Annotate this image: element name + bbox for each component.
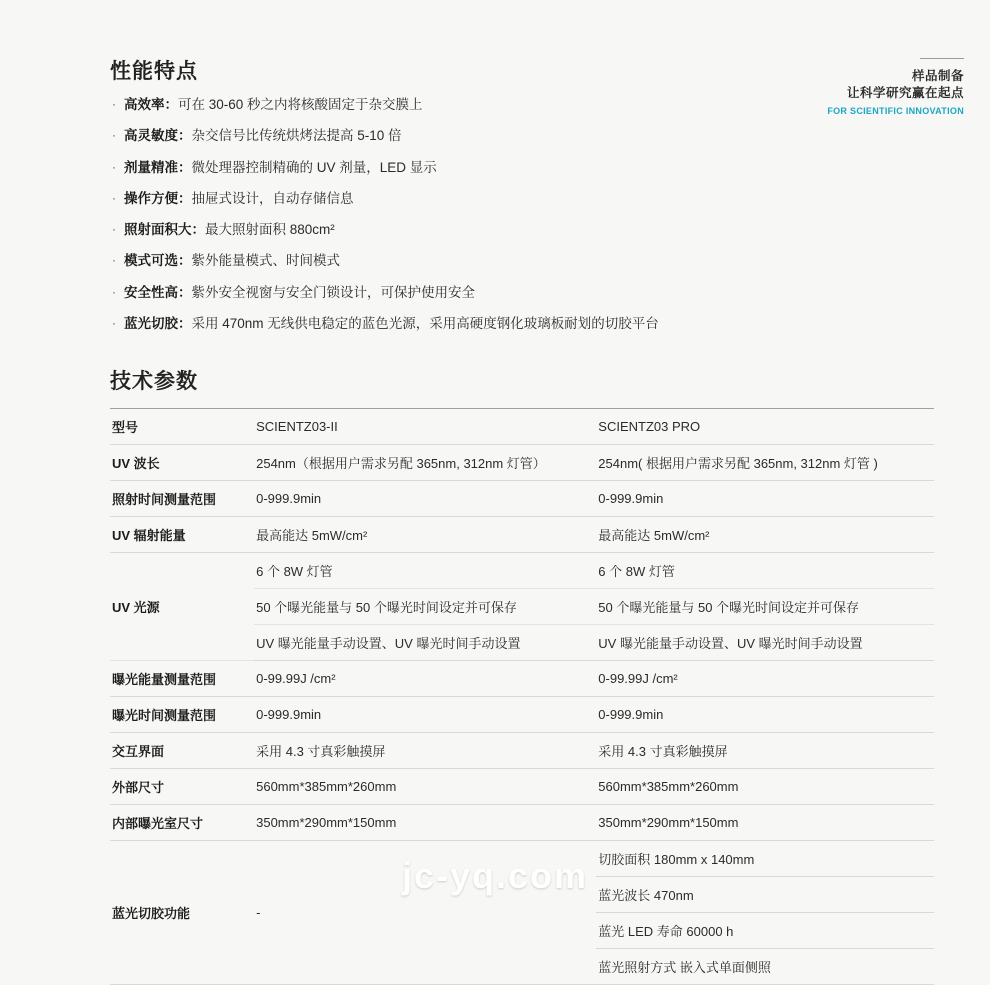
spec-value-a: 254nm（根据用户需求另配 365nm, 312nm 灯管） — [256, 456, 546, 471]
spec-value-b: 6 个 8W 灯管 — [596, 553, 934, 589]
feature-body: 杂交信号比传统烘烤法提高 5-10 倍 — [191, 128, 402, 144]
brand-divider — [920, 58, 964, 59]
spec-label: 交互界面 — [112, 744, 165, 759]
list-item — [112, 314, 932, 334]
list-item — [112, 220, 932, 240]
bullet-icon: · — [112, 253, 116, 268]
table-row — [110, 481, 934, 517]
feature-label: 蓝光切胶： — [124, 315, 192, 331]
feature-text — [124, 251, 932, 271]
table-row — [110, 805, 934, 841]
spec-label: 曝光能量测量范围 — [112, 672, 217, 687]
spec-label: 曝光时间测量范围 — [112, 708, 217, 723]
feature-text — [124, 314, 932, 334]
table-row — [110, 517, 934, 553]
table-row — [110, 733, 934, 769]
feature-label: 剂量精准： — [124, 159, 192, 175]
features-heading: 性能特点 — [110, 60, 198, 83]
spec-value-b: UV 曝光能量手动设置、UV 曝光时间手动设置 — [598, 636, 863, 651]
table-row — [110, 661, 934, 697]
table-row — [110, 769, 934, 805]
spec-label: UV 波长 — [112, 456, 160, 471]
features-list — [112, 95, 932, 345]
bullet-icon: · — [112, 222, 116, 236]
feature-body: 抽屉式设计，自动存储信息 — [191, 190, 354, 206]
watermark: jc-yq.com — [401, 855, 589, 896]
spec-value-b: 蓝光照射方式 嵌入式单面侧照 — [598, 960, 771, 975]
list-item — [112, 251, 932, 271]
brand-tagline: FOR SCIENTIFIC INNOVATION — [827, 105, 964, 116]
spec-label: 外部尺寸 — [112, 780, 165, 795]
bullet-icon: · — [112, 97, 116, 111]
feature-text — [124, 220, 932, 240]
feature-text — [124, 95, 932, 115]
feature-label: 高灵敏度： — [124, 128, 192, 144]
spec-value-a: 0-999.9min — [256, 491, 322, 506]
list-item — [112, 283, 932, 303]
feature-body: 可在 30-60 秒之内将核酸固定于杂交膜上 — [178, 97, 423, 112]
spec-value-a: 6 个 8W 灯管 — [254, 553, 596, 589]
table-row — [110, 445, 934, 481]
spec-value-b: 蓝光 LED 寿命 60000 h — [598, 924, 734, 939]
spec-value-b: 0-99.99J /cm² — [598, 671, 678, 686]
spec-value-a: 最高能达 5mW/cm² — [256, 528, 368, 543]
feature-text — [124, 126, 932, 146]
bullet-icon: · — [112, 128, 116, 143]
spec-value-a: 0-99.99J /cm² — [256, 671, 336, 686]
table-row — [110, 553, 934, 589]
spec-col-model: 型号 — [112, 420, 139, 435]
spec-value-a: 采用 4.3 寸真彩触摸屏 — [256, 744, 386, 759]
brand-line-1: 样品制备 — [911, 69, 964, 83]
spec-label: 照射时间测量范围 — [112, 492, 217, 507]
spec-col-a: SCIENTZ03-II — [256, 419, 338, 434]
feature-label: 安全性高： — [124, 284, 192, 300]
specs-table — [110, 408, 934, 985]
spec-value-a: 0-999.9min — [256, 707, 322, 722]
spec-label: 蓝光切胶功能 — [112, 906, 191, 921]
specs-heading: 技术参数 — [110, 370, 198, 393]
table-row — [110, 697, 934, 733]
bullet-icon: · — [112, 159, 116, 174]
feature-text — [124, 158, 932, 178]
spec-value-b: 最高能达 5mW/cm² — [598, 528, 710, 543]
spec-value-b: 560mm*385mm*260mm — [598, 779, 739, 794]
bullet-icon: · — [112, 284, 116, 299]
spec-value-b: 采用 4.3 寸真彩触摸屏 — [598, 744, 728, 759]
spec-value-b: 0-999.9min — [598, 707, 664, 722]
table-row-header — [110, 409, 934, 445]
list-item — [112, 95, 932, 115]
brand-line-2: 让科学研究赢在起点 — [846, 85, 964, 100]
spec-value-b: 切胶面积 180mm x 140mm — [598, 852, 755, 867]
spec-value-a: 50 个曝光能量与 50 个曝光时间设定并可保存 — [254, 589, 596, 625]
bullet-icon: · — [112, 190, 116, 205]
feature-text — [124, 283, 932, 303]
spec-value-b: 254nm( 根据用户需求另配 365nm, 312nm 灯管 ) — [598, 456, 878, 471]
feature-body: 紫外能量模式、时间模式 — [191, 253, 340, 269]
feature-body: 微处理器控制精确的 UV 剂量，LED 显示 — [191, 159, 437, 175]
spec-label: UV 光源 — [110, 553, 254, 661]
spec-value-b: 蓝光波长 470nm — [598, 888, 694, 903]
feature-body: 最大照射面积 880cm² — [205, 222, 335, 237]
feature-label: 高效率： — [124, 97, 178, 112]
feature-label: 模式可选： — [124, 253, 192, 269]
spec-label: UV 辐射能量 — [112, 528, 186, 543]
spec-col-b: SCIENTZ03 PRO — [598, 419, 701, 434]
feature-body: 紫外安全视窗与安全门锁设计，可保护使用安全 — [191, 284, 475, 300]
feature-label: 照射面积大： — [124, 222, 205, 237]
list-item — [112, 126, 932, 146]
bullet-icon: · — [112, 315, 116, 330]
spec-value-a: 350mm*290mm*150mm — [256, 815, 397, 830]
spec-value-a: 560mm*385mm*260mm — [256, 779, 397, 794]
feature-text — [124, 189, 932, 209]
spec-value-a: - — [256, 905, 261, 920]
spec-value-a: UV 曝光能量手动设置、UV 曝光时间手动设置 — [256, 636, 521, 651]
feature-body: 采用 470nm 无线供电稳定的蓝色光源，采用高硬度钢化玻璃板耐划的切胶平台 — [191, 315, 659, 331]
spec-label: 内部曝光室尺寸 — [112, 816, 204, 831]
spec-value-b: 350mm*290mm*150mm — [598, 815, 739, 830]
spec-value-b: 50 个曝光能量与 50 个曝光时间设定并可保存 — [596, 589, 934, 625]
list-item — [112, 158, 932, 178]
feature-label: 操作方便： — [124, 190, 192, 206]
list-item — [112, 189, 932, 209]
spec-value-b: 0-999.9min — [598, 491, 664, 506]
